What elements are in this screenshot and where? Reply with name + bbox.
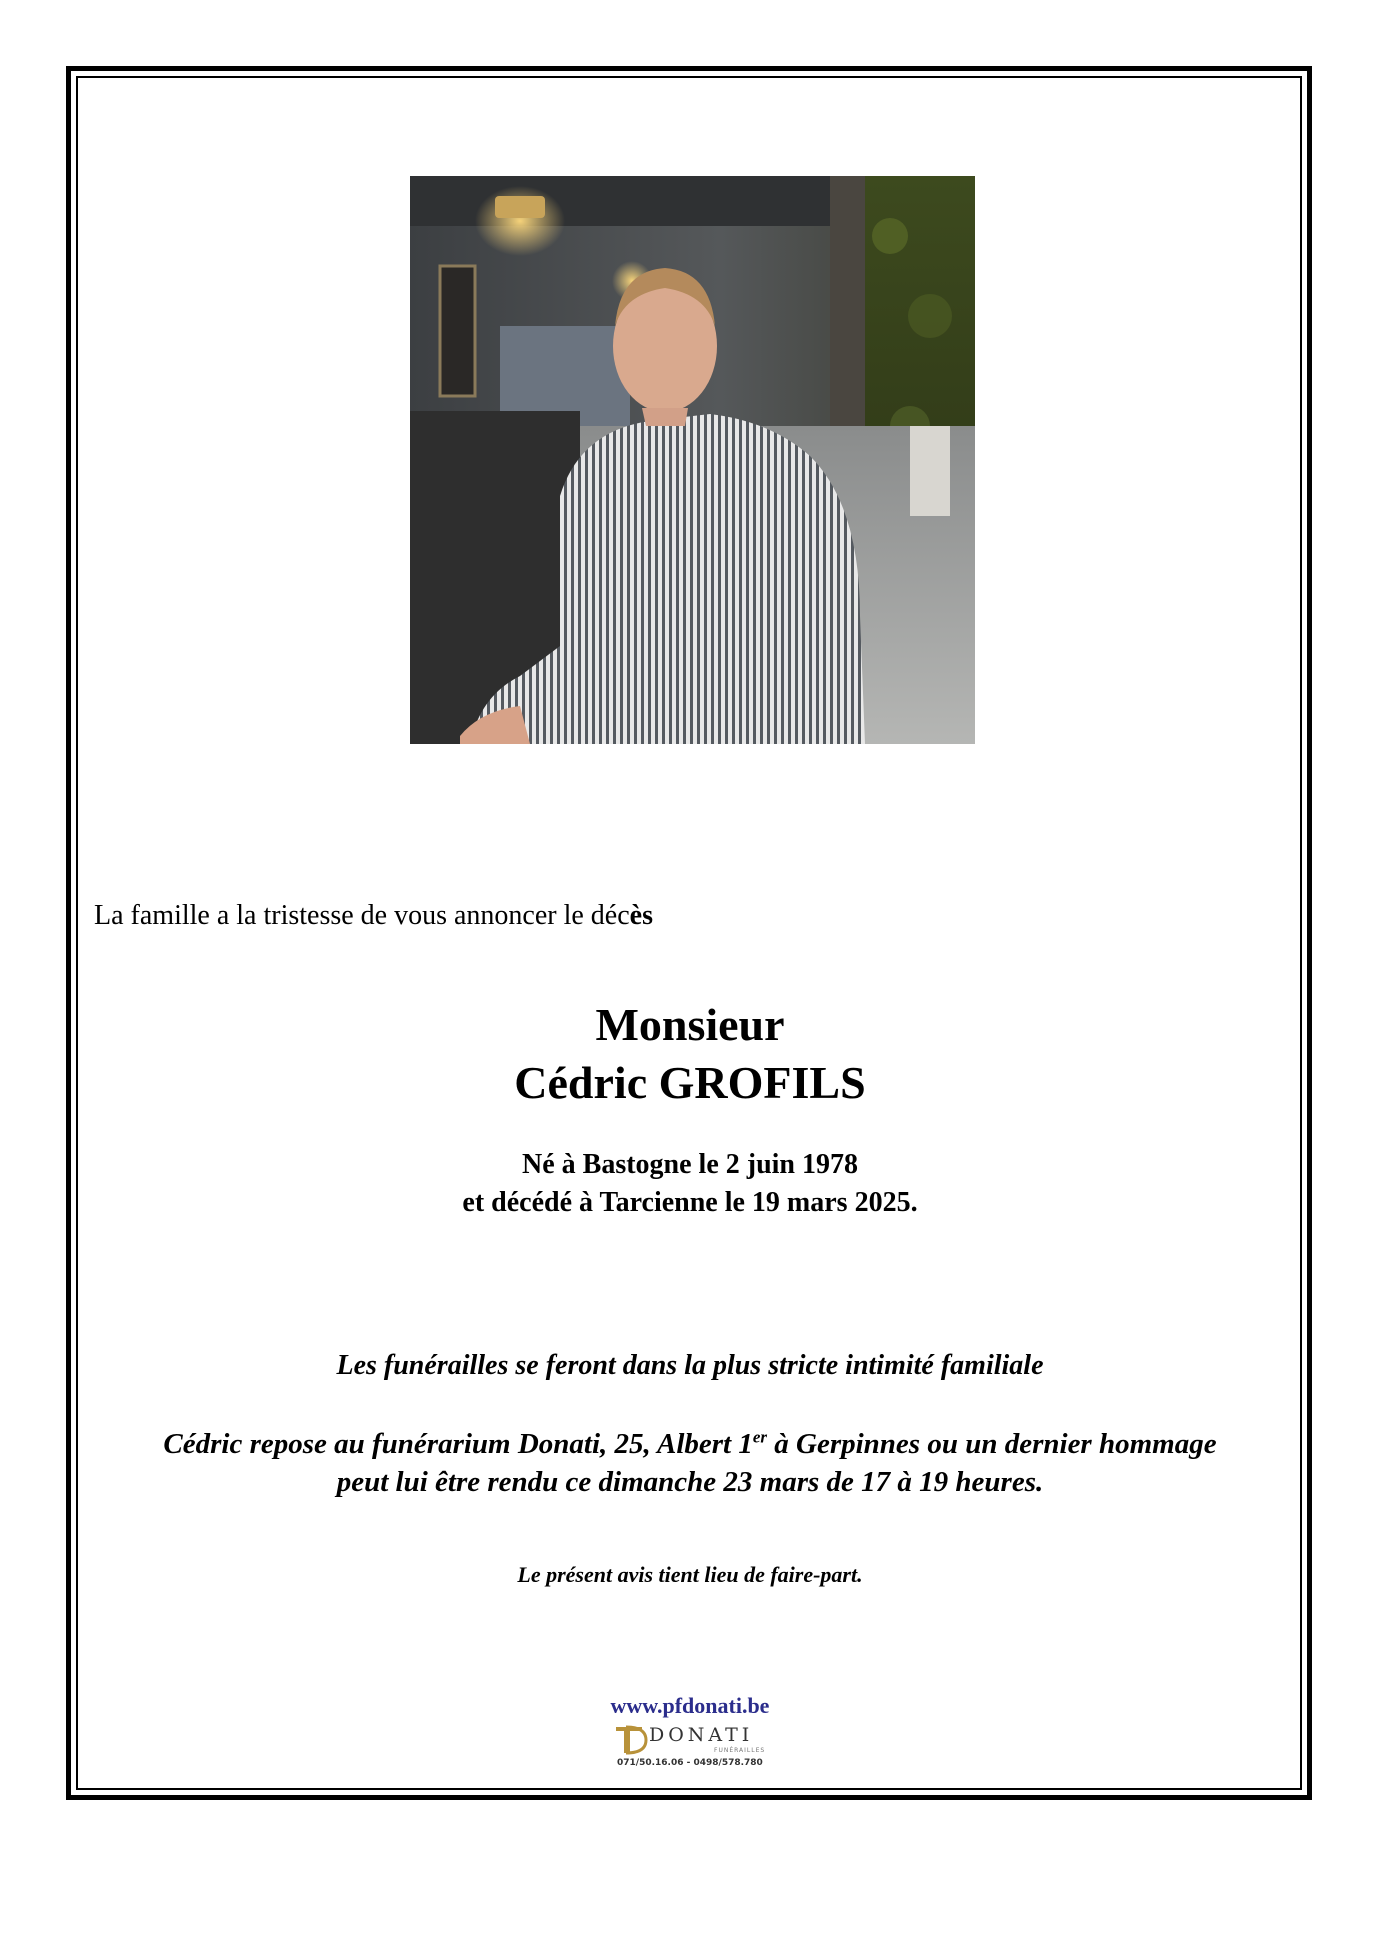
honorific: Monsieur	[595, 999, 785, 1050]
repose-line-1	[80, 1425, 1300, 1463]
repose-part-1: Cédric repose au funérarium Donati, 25, Albert 1	[163, 1428, 753, 1460]
birth-line: Né à Bastogne le 2 juin 1978	[522, 1149, 858, 1180]
intro-text	[94, 900, 653, 932]
website-link[interactable]: www.pfdonati.be	[610, 1693, 770, 1718]
funeral-notice: Les funérailles se feront dans la plus stricte intimité familiale	[336, 1350, 1044, 1381]
donati-logo	[605, 1723, 775, 1779]
repose-info	[80, 1425, 1300, 1501]
repose-superscript: er	[752, 1427, 768, 1447]
logo-phones: 071/50.16.06 - 0498/578.780	[617, 1758, 763, 1768]
intro-bold: ès	[629, 900, 653, 931]
deceased-name: Cédric GROFILS	[514, 1057, 866, 1108]
repose-line-2: peut lui être rendu ce dimanche 23 mars de 17 à 19 heures.	[336, 1466, 1044, 1498]
faire-part-notice: Le présent avis tient lieu de faire-part.	[517, 1562, 863, 1587]
logo-brand: DONATI	[649, 1724, 754, 1746]
intro-regular: La famille a la tristesse de vous annoncer le déc	[94, 900, 630, 931]
logo-subtitle: FUNÉRAILLES	[714, 1747, 766, 1754]
portrait-photo	[410, 176, 975, 744]
donati-logo-icon	[612, 1723, 648, 1757]
death-line: et décédé à Tarcienne le 19 mars 2025.	[462, 1187, 918, 1218]
deceased-title	[80, 996, 1300, 1112]
birth-death-dates	[80, 1146, 1300, 1222]
repose-part-2: à Gerpinnes ou un dernier hommage	[767, 1428, 1217, 1460]
